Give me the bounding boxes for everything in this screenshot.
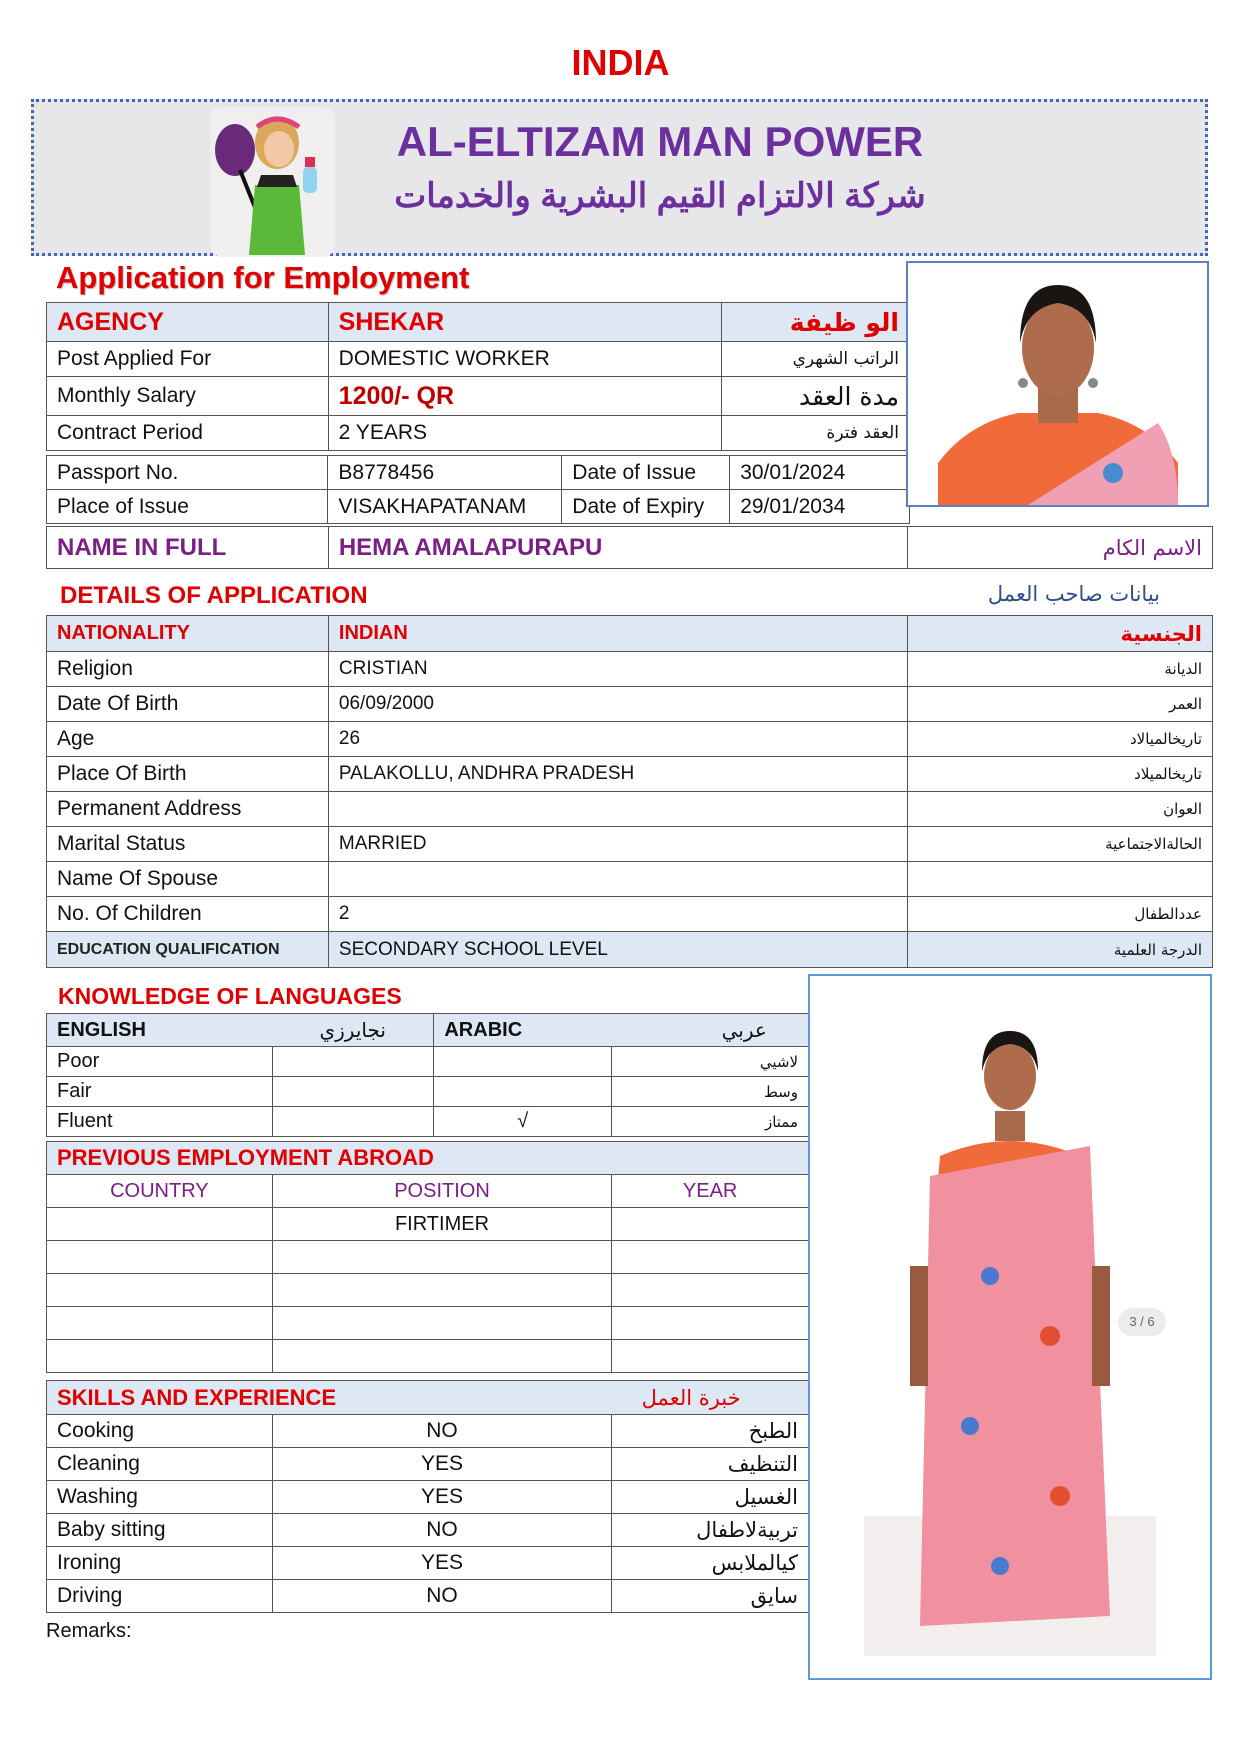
details-label-ar: الديانة <box>908 652 1213 687</box>
english-header: ENGLISH <box>47 1014 273 1047</box>
place-of-issue: VISAKHAPATANAM <box>328 490 562 524</box>
salary-label: Monthly Salary <box>47 377 329 416</box>
contract-label-ar: العقد فترة <box>722 416 910 451</box>
employment-year <box>612 1274 809 1307</box>
arabic-header-ar: عربي <box>612 1014 809 1047</box>
skills-title-row <box>47 1381 809 1415</box>
post-label: Post Applied For <box>47 342 329 377</box>
arabic-level-mark <box>434 1077 612 1107</box>
employment-country <box>47 1208 273 1241</box>
details-label: EDUCATION QUALIFICATION <box>47 932 329 968</box>
column-header-country: COUNTRY <box>47 1175 273 1208</box>
details-label: Age <box>47 722 329 757</box>
job-info-table <box>46 302 910 451</box>
details-row-address <box>47 792 1213 827</box>
details-row-age <box>47 722 1213 757</box>
details-label: Place Of Birth <box>47 757 329 792</box>
details-value: SECONDARY SCHOOL LEVEL <box>328 932 907 968</box>
employment-year <box>612 1241 809 1274</box>
employment-position <box>272 1241 612 1274</box>
skills-title-ar: خبرة العمل <box>612 1381 809 1415</box>
details-value: CRISTIAN <box>328 652 907 687</box>
skills-table <box>46 1380 809 1613</box>
passport-row-1 <box>47 456 910 490</box>
details-row-children <box>47 897 1213 932</box>
details-label: NATIONALITY <box>47 616 329 652</box>
level-label-ar: لاشيي <box>612 1047 809 1077</box>
column-header-year: YEAR <box>612 1175 809 1208</box>
salary-label-ar: مدة العقد <box>722 377 910 416</box>
details-label-ar: عددالطفال <box>908 897 1213 932</box>
language-level-row <box>47 1107 809 1137</box>
company-name-en: AL-ELTIZAM MAN POWER <box>396 118 924 165</box>
salary-value: 1200/- QR <box>328 377 722 416</box>
details-label: Permanent Address <box>47 792 329 827</box>
employment-country <box>47 1241 273 1274</box>
skill-label-ar: سايق <box>612 1580 809 1613</box>
details-row-religion <box>47 652 1213 687</box>
details-row-place-of-birth <box>47 757 1213 792</box>
arabic-level-mark <box>434 1047 612 1077</box>
details-label-ar: الحالةالاجتماعية <box>908 827 1213 862</box>
details-row-education <box>47 932 1213 968</box>
skill-value: NO <box>272 1580 611 1613</box>
post-label-ar: الراتب الشهري <box>722 342 910 377</box>
employment-row <box>47 1274 809 1307</box>
details-value: 06/09/2000 <box>328 687 907 722</box>
details-value: 2 <box>328 897 907 932</box>
details-section-title-ar: بيانات صاحب العمل <box>987 582 1160 606</box>
level-label: Fluent <box>47 1107 273 1137</box>
english-level-mark <box>272 1107 434 1137</box>
form-title: Application for Employment <box>56 260 470 295</box>
full-name-value: HEMA AMALAPURAPU <box>328 527 907 569</box>
details-value: PALAKOLLU, ANDHRA PRADESH <box>328 757 907 792</box>
details-label-ar: الدرجة العلمية <box>908 932 1213 968</box>
details-label-ar: تاريخالميلاد <box>908 757 1213 792</box>
skill-value: NO <box>272 1514 611 1547</box>
full-name-label-ar: الاسم الكام <box>908 527 1213 569</box>
arabic-level-mark: √ <box>434 1107 612 1137</box>
languages-table <box>46 1013 809 1137</box>
languages-header-row <box>47 1014 809 1047</box>
company-name-ar: شركة الالتزام القيم البشرية والخدمات <box>394 177 926 215</box>
employment-country <box>47 1307 273 1340</box>
employment-row <box>47 1340 809 1373</box>
agency-row <box>47 303 910 342</box>
skill-label-ar: الطبخ <box>612 1415 809 1448</box>
details-section-title: DETAILS OF APPLICATION <box>60 582 368 609</box>
agency-label: AGENCY <box>47 303 329 342</box>
remarks-label: Remarks: <box>46 1620 132 1642</box>
skill-value: YES <box>272 1448 611 1481</box>
skill-value: NO <box>272 1415 611 1448</box>
skill-row <box>47 1514 809 1547</box>
skill-label: Baby sitting <box>47 1514 273 1547</box>
contract-row <box>47 416 910 451</box>
skill-label: Cleaning <box>47 1448 273 1481</box>
details-row-nationality <box>47 616 1213 652</box>
passport-row-2 <box>47 490 910 524</box>
details-value <box>328 792 907 827</box>
employment-year <box>612 1340 809 1373</box>
employment-row <box>47 1208 809 1241</box>
post-row <box>47 342 910 377</box>
employment-position <box>272 1340 612 1373</box>
page-indicator: 3 / 6 <box>1118 1308 1166 1336</box>
details-label-ar: الجنسية <box>908 616 1213 652</box>
employment-position <box>272 1274 612 1307</box>
skill-row <box>47 1547 809 1580</box>
details-label: Marital Status <box>47 827 329 862</box>
passport-photo <box>906 261 1209 507</box>
skill-label: Ironing <box>47 1547 273 1580</box>
details-label: Date Of Birth <box>47 687 329 722</box>
details-label-ar: تاريخالميالاد <box>908 722 1213 757</box>
skill-row <box>47 1448 809 1481</box>
full-name-table <box>46 526 1213 569</box>
skill-value: YES <box>272 1547 611 1580</box>
previous-employment-table <box>46 1141 809 1373</box>
skill-row <box>47 1481 809 1514</box>
employment-year <box>612 1307 809 1340</box>
details-value: 26 <box>328 722 907 757</box>
details-value: MARRIED <box>328 827 907 862</box>
salary-row <box>47 377 910 416</box>
skill-row <box>47 1415 809 1448</box>
english-level-mark <box>272 1077 434 1107</box>
skill-row <box>47 1580 809 1613</box>
arabic-header: ARABIC <box>434 1014 612 1047</box>
employment-country <box>47 1340 273 1373</box>
skills-title: SKILLS AND EXPERIENCE <box>47 1381 612 1415</box>
post-value: DOMESTIC WORKER <box>328 342 722 377</box>
previous-employment-title: PREVIOUS EMPLOYMENT ABROAD <box>47 1142 809 1175</box>
level-label: Poor <box>47 1047 273 1077</box>
issue-date-label: Date of Issue <box>562 456 730 490</box>
previous-employment-header-row <box>47 1175 809 1208</box>
employment-country <box>47 1274 273 1307</box>
expiry-date-label: Date of Expiry <box>562 490 730 524</box>
skill-label: Driving <box>47 1580 273 1613</box>
employment-row <box>47 1307 809 1340</box>
language-level-row <box>47 1077 809 1107</box>
level-label: Fair <box>47 1077 273 1107</box>
skill-value: YES <box>272 1481 611 1514</box>
place-of-issue-label: Place of Issue <box>47 490 328 524</box>
languages-section-title: KNOWLEDGE OF LANGUAGES <box>58 983 402 1009</box>
maid-logo-icon <box>205 105 340 260</box>
details-row-dob <box>47 687 1213 722</box>
employment-row <box>47 1241 809 1274</box>
country-title: INDIA <box>571 42 670 83</box>
skill-label-ar: الغسيل <box>612 1481 809 1514</box>
previous-employment-title-row <box>47 1142 809 1175</box>
portrait-image-icon <box>908 263 1207 505</box>
expiry-date: 29/01/2034 <box>730 490 910 524</box>
full-name-label: NAME IN FULL <box>47 527 329 569</box>
details-label-ar: العوان <box>908 792 1213 827</box>
employment-position: FIRTIMER <box>272 1208 612 1241</box>
contract-value: 2 YEARS <box>328 416 722 451</box>
details-row-marital-status <box>47 827 1213 862</box>
contract-label: Contract Period <box>47 416 329 451</box>
level-label-ar: وسط <box>612 1077 809 1107</box>
passport-table <box>46 455 910 524</box>
details-label: No. Of Children <box>47 897 329 932</box>
details-value <box>328 862 907 897</box>
full-name-row <box>47 527 1213 569</box>
skill-label-ar: تربيةلاطفال <box>612 1514 809 1547</box>
employment-position <box>272 1307 612 1340</box>
language-level-row <box>47 1047 809 1077</box>
details-value: INDIAN <box>328 616 907 652</box>
skill-label: Cooking <box>47 1415 273 1448</box>
passport-number: B8778456 <box>328 456 562 490</box>
details-label-ar <box>908 862 1213 897</box>
agency-label-ar: الو ظيفة <box>722 303 910 342</box>
issue-date: 30/01/2024 <box>730 456 910 490</box>
skill-label-ar: التنظيف <box>612 1448 809 1481</box>
skill-label: Washing <box>47 1481 273 1514</box>
skill-label-ar: كيالملابس <box>612 1547 809 1580</box>
details-label: Religion <box>47 652 329 687</box>
details-row-spouse <box>47 862 1213 897</box>
agency-value: SHEKAR <box>328 303 722 342</box>
passport-number-label: Passport No. <box>47 456 328 490</box>
column-header-position: POSITION <box>272 1175 612 1208</box>
english-level-mark <box>272 1047 434 1077</box>
level-label-ar: ممتاز <box>612 1107 809 1137</box>
applicant-details-table <box>46 615 1213 968</box>
details-label-ar: العمر <box>908 687 1213 722</box>
employment-year <box>612 1208 809 1241</box>
details-label: Name Of Spouse <box>47 862 329 897</box>
english-header-ar: نجايرزي <box>272 1014 434 1047</box>
